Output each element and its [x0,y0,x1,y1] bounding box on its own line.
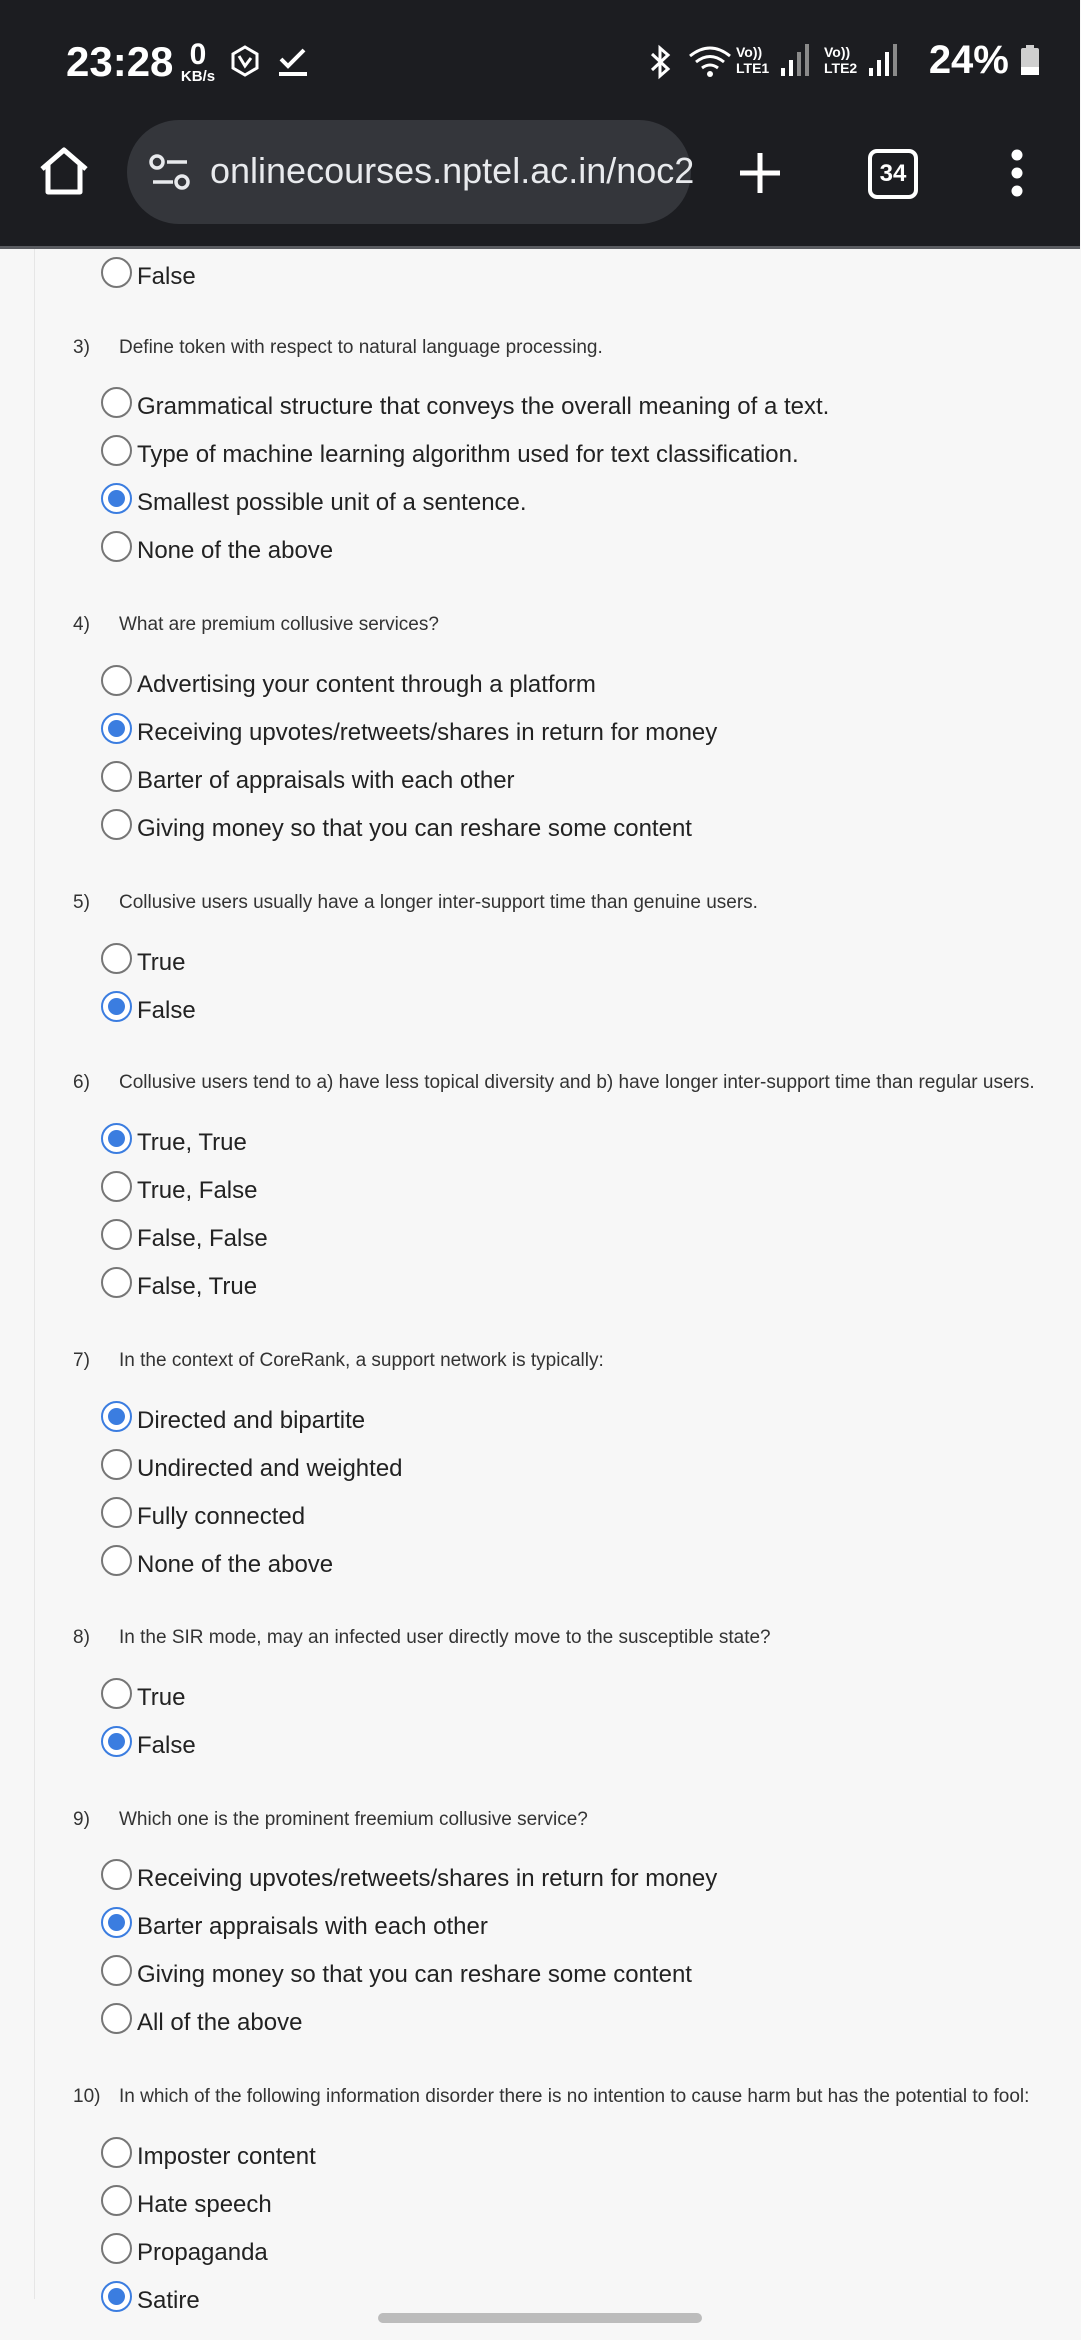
home-icon[interactable] [38,145,90,197]
radio-button[interactable] [101,531,132,562]
signal-2-icon [868,44,898,78]
question-number: 3) [73,337,90,358]
signal-1-icon [780,44,810,78]
radio-button[interactable] [101,665,132,696]
option-label: Propaganda [137,2239,268,2266]
radio-button[interactable] [101,2185,132,2216]
radio-button[interactable] [101,435,132,466]
radio-button[interactable] [101,1267,132,1298]
radio-button[interactable] [101,713,132,744]
battery-percent: 24% [928,38,1009,82]
question-text: Define token with respect to natural language processing. [119,337,603,358]
radio-button[interactable] [101,1497,132,1528]
radio-button[interactable] [101,1955,132,1986]
option-label: True [137,1684,186,1711]
option-label: Giving money so that you can reshare some content [137,1961,692,1988]
network-speed [176,38,220,85]
question-text: Collusive users usually have a longer inter-support time than genuine users. [119,892,758,913]
quiz-content [34,249,1081,2314]
status-time: 23:28 [66,38,174,85]
radio-button[interactable] [101,1449,132,1480]
option-label: Smallest possible unit of a sentence. [137,489,527,516]
question-text: Collusive users tend to a) have less topical diversity and b) have longer inter-support time than regular users. [119,1072,1035,1093]
radio-button[interactable] [101,761,132,792]
radio-button[interactable] [101,1171,132,1202]
option-label: Receiving upvotes/retweets/shares in return for money [137,1865,718,1892]
battery-icon [1020,45,1040,75]
radio-button[interactable] [101,943,132,974]
top-bar [0,0,1080,247]
option-label: False, True [137,1273,258,1300]
option-label: All of the above [137,2009,303,2036]
radio-button[interactable] [101,483,132,514]
radio-button[interactable] [101,387,132,418]
option-label: Type of machine learning algorithm used for text classification. [137,441,799,468]
radio-button[interactable] [101,2137,132,2168]
option-label: True [137,949,186,976]
tab-switcher-button[interactable]: 34 [868,149,918,199]
question-number: 10) [73,2086,101,2107]
question-number: 7) [73,1350,90,1371]
option-label: Grammatical structure that conveys the overall meaning of a text. [137,393,830,420]
bluetooth-icon [646,44,676,80]
radio-button[interactable] [101,1678,132,1709]
option-label: False [137,997,196,1024]
option-label: False [137,1732,196,1759]
network-speed-value: 0 [189,38,207,71]
url-text[interactable]: onlinecourses.nptel.ac.in/noc2 [210,150,695,191]
wifi-icon [688,44,732,80]
option-label: False, False [137,1225,268,1252]
gesture-home-bar[interactable] [378,2313,702,2323]
option-label: Undirected and weighted [137,1455,403,1482]
option-label: Barter of appraisals with each other [137,767,515,794]
question-number: 8) [73,1627,90,1648]
radio-button[interactable] [101,257,132,288]
more-menu-icon[interactable] [1008,148,1026,198]
battery-level [929,38,1040,83]
option-label: True, False [137,1177,258,1204]
radio-button[interactable] [101,1123,132,1154]
option-label: Giving money so that you can reshare some content [137,815,692,842]
option-label: True, True [137,1129,247,1156]
radio-button[interactable] [101,2281,132,2312]
sim2-label: Vo)) LTE2 [824,44,858,76]
radio-button[interactable] [101,991,132,1022]
option-label: Advertising your content through a platform [137,671,596,698]
option-label: Fully connected [137,1503,306,1530]
option-label: None of the above [137,537,334,564]
radio-button[interactable] [101,1401,132,1432]
question-text: What are premium collusive services? [119,614,439,635]
question-text: In which of the following information disorder there is no intention to cause harm but has the potential to fool: [119,2086,1030,2107]
question-number: 5) [73,892,90,913]
address-bar[interactable] [127,120,695,224]
option-label: Receiving upvotes/retweets/shares in return for money [137,719,718,746]
option-label: None of the above [137,1551,334,1578]
question-number: 9) [73,1809,90,1830]
radio-button[interactable] [101,1726,132,1757]
site-settings-icon[interactable] [149,152,191,192]
option-label: Hate speech [137,2191,272,2218]
option-label: Directed and bipartite [137,1407,366,1434]
radio-button[interactable] [101,1859,132,1890]
radio-button[interactable] [101,809,132,840]
question-number: 6) [73,1072,90,1093]
option-label: Satire [137,2287,200,2314]
checkmark-icon [276,44,310,78]
network-speed-unit: KB/s [180,68,216,85]
radio-button[interactable] [101,1545,132,1576]
radio-button[interactable] [101,1907,132,1938]
new-tab-icon[interactable] [738,151,782,195]
question-text: Which one is the prominent freemium collusive service? [119,1809,588,1830]
sim1-label: Vo)) LTE1 [736,44,770,76]
radio-button[interactable] [101,1219,132,1250]
status-bar [0,0,1080,120]
option-label: Imposter content [137,2143,316,2170]
question-text: In the context of CoreRank, a support network is typically: [119,1350,604,1371]
radio-button[interactable] [101,2003,132,2034]
option-label: False [137,263,196,290]
bing-icon [228,44,262,78]
question-number: 4) [73,614,90,635]
question-text: In the SIR mode, may an infected user directly move to the susceptible state? [119,1627,771,1648]
radio-button[interactable] [101,2233,132,2264]
option-label: Barter appraisals with each other [137,1913,488,1940]
browser-toolbar [0,120,1080,247]
